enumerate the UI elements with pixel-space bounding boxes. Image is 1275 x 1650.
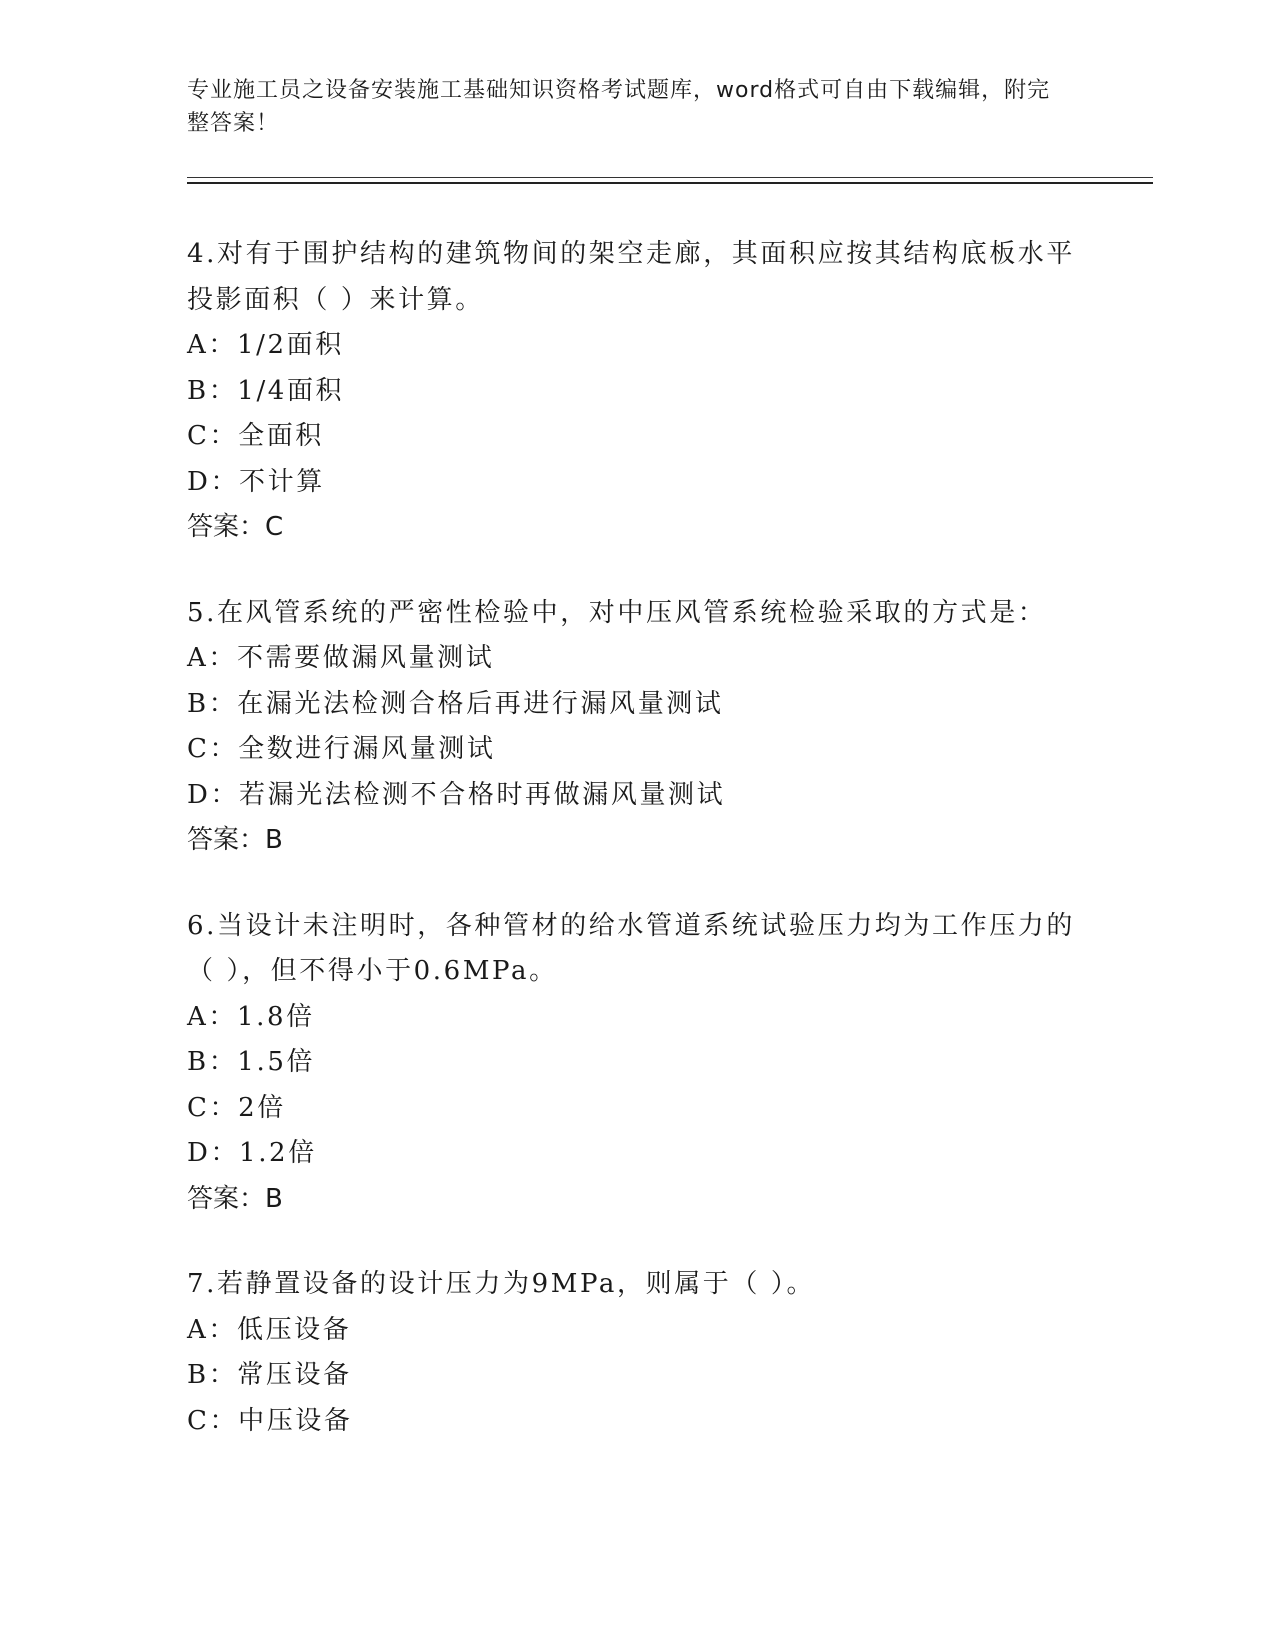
- question-stem: 5.在风管系统的严密性检验中，对中压风管系统检验采取的方式是：: [187, 597, 1047, 628]
- option-b: B：1/4面积: [187, 375, 345, 406]
- question-5: [187, 591, 1087, 864]
- option-b: B：常压设备: [187, 1360, 352, 1390]
- option-d: D：若漏光法检测不合格时再做漏风量测试: [187, 779, 726, 810]
- option-c: C：中压设备: [187, 1405, 353, 1436]
- question-stem: 7.若静置设备的设计压力为9MPa，则属于（ ）。: [187, 1269, 816, 1299]
- question-6: [187, 904, 1087, 1223]
- option-c: C：2倍: [187, 1092, 286, 1123]
- header-divider-thick: [187, 182, 1153, 184]
- question-stem: 4.对有于围护结构的建筑物间的架空走廊，其面积应按其结构底板水平投影面积（ ）来计算。: [187, 239, 1076, 315]
- header-divider-thin: [187, 177, 1153, 178]
- question-stem: 6.当设计未注明时，各种管材的给水管道系统试验压力均为工作压力的（ ），但不得小于0.6MPa。: [187, 910, 1076, 986]
- option-b: B：1.5倍: [187, 1047, 316, 1077]
- option-d: D：1.2倍: [187, 1138, 317, 1168]
- option-a: A：1.8倍: [187, 1001, 315, 1032]
- option-a: A：低压设备: [187, 1314, 352, 1345]
- question-7: [187, 1262, 1087, 1444]
- answer: 答案：C: [187, 512, 284, 542]
- document-header: 专业施工员之设备安装施工基础知识资格考试题库，word格式可自由下载编辑，附完整答案！: [187, 78, 1051, 136]
- option-c: C：全数进行漏风量测试: [187, 734, 496, 764]
- answer: 答案：B: [187, 825, 283, 855]
- answer: 答案：B: [187, 1183, 283, 1214]
- question-4: [187, 232, 1087, 551]
- option-a: A：不需要做漏风量测试: [187, 643, 495, 673]
- option-d: D：不计算: [187, 466, 325, 497]
- option-a: A：1/2面积: [187, 330, 344, 360]
- option-b: B：在漏光法检测合格后再进行漏风量测试: [187, 688, 724, 719]
- option-c: C：全面积: [187, 421, 324, 451]
- question-list: [187, 232, 1087, 1484]
